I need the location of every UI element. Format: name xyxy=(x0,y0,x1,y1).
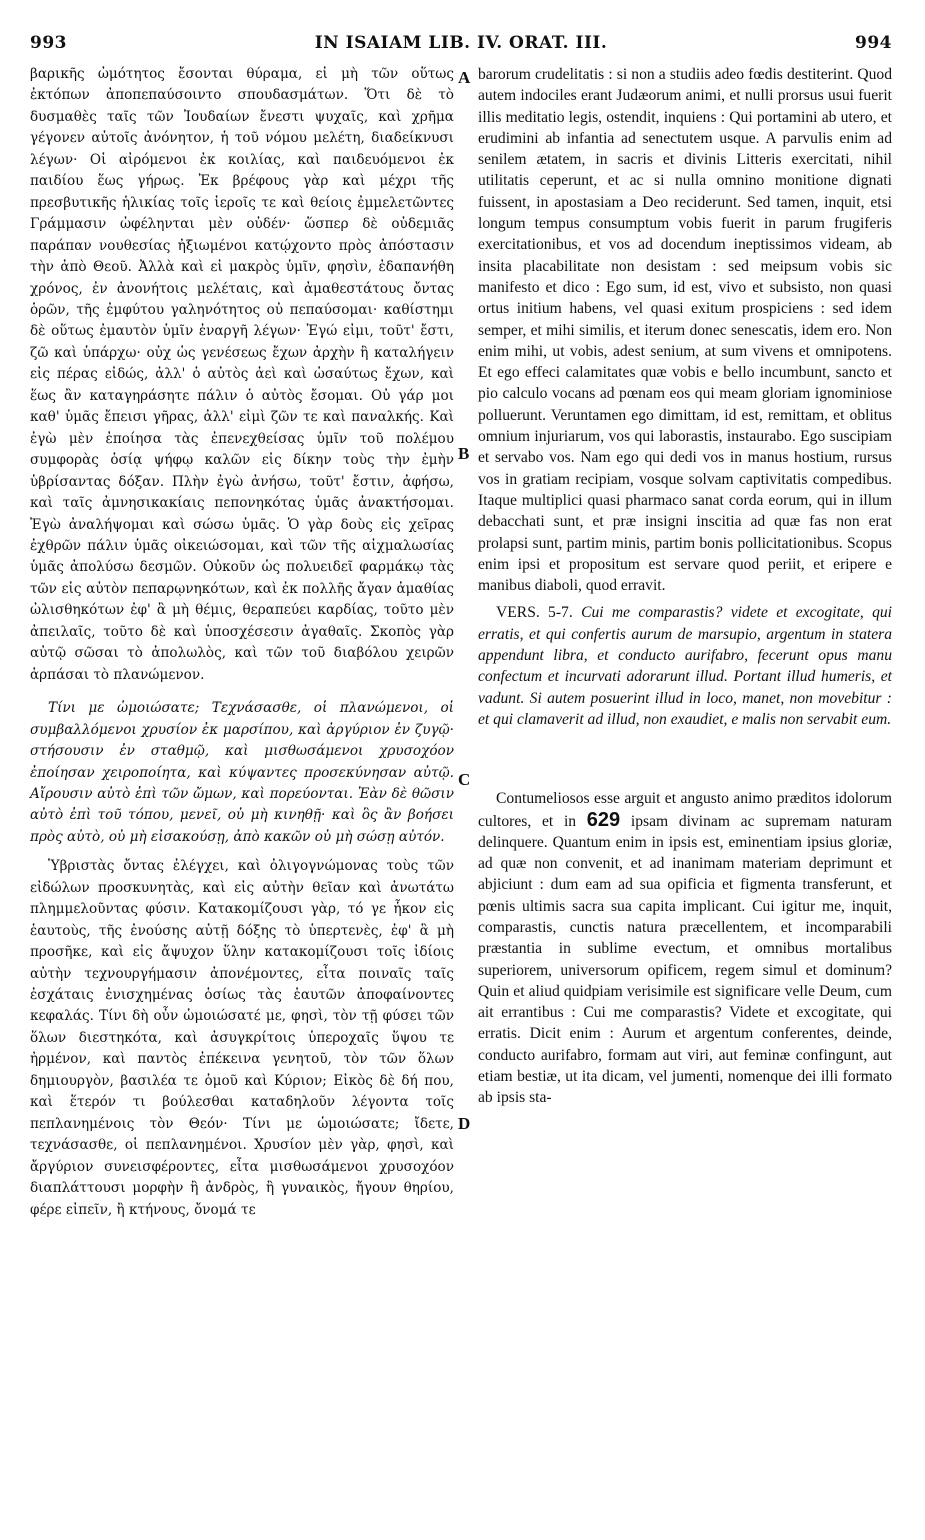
latin-lemma xyxy=(478,602,892,730)
latin-lemma-text: Cui me comparastis? videte et excogitate, qui erratis, et qui confertis aurum de marsupio, argentum in statera appendunt libra, et conducto aurifabro, fecerunt opus manu confectum et incurvati adorarunt illud. Portant illud humeris, et vadunt. Si autem posuerint illud in loco, manet, non movebitur : et qui clamaverit ad illud, non exaudiet, e malis non servabit eum. xyxy=(478,604,892,728)
latin-paragraph-2 xyxy=(478,788,892,1108)
latin-paragraph-1: barorum crudelitatis : si non a studiis adeo fœdis destiterint. Quod autem indociles erant Judæorum animi, et nulli prorsus usui fuerit illis meditatio legis, ostendit, inquiens : Qui portamini ab utero, et erudimini ab infantia ad senectutem usque. A parvulis enim ad senilem ætatem, in sacris et divinis Litteris exercitati, nihil utilitatis ceperunt, et ac si nulla omnino monitione dignati fuissent, in apostasiam a Deo reciderunt. Sed tamen, inquit, etsi longum tempus consumptum vobis fuerit in parum frugiferis exercitationibus, et vos ad docendum ineptissimos videam, ab insita placabilitate non desistam : sed meipsum vobis sic manifesto et dico : Ego sum, id est, vivo et subsisto, non quasi ortus initium habens, vel quasi exitum prospiciens : sed idem semper, et mihi similis, et iterum donec senescatis, idem ero. Non enim mihi, ut vobis, adest senium, at sum vivens et omnipotens. Et ego effeci calamitates quæ vobis e bello incumbunt, sancto et pio calculo vocans ad pœnam eos qui meam gloriam ignominiose polluerunt. Veruntamen ego dimittam, id est, remittam, et oblitus omnium injuriarum, vos qui laborastis, instaurabo. Ego suscipiam et servabo vos. Nam ego qui dedi vos in manus hostium, rursus vos in gratiam recipiam, vosque solvam captivitatis compedibus. Itaque multiplici quasi pharmaco sanat corda eorum, qui in illum debacchati sunt, et præ insigni inscitia ad quæ fas non erat prolapsi sunt, partim minis, partim bonis pollicitationibus. Scopus enim ipsi et propositum est servare quod periit, et eripere e manibus diaboli, quod erravit. xyxy=(478,66,892,595)
greek-lemma: Τίνι με ὡμοιώσατε; Τεχνάσασθε, οἱ πλανώμενοι, οἱ συμβαλλόμενοι χρυσίον ἐκ μαρσίπου, καὶ ἀργύριον ἐν ζυγῷ· στήσουσιν ἐν σταθμῷ, καὶ μισθωσάμενοι χρυσοχόον ἐποίησαν χειροποίητα, καὶ κύψαντες προσεκύνησαν αὐτῷ. Αἴρουσιν αὐτὸ ἐπὶ τῶν ὤμων, καὶ πορεύονται. Ἐὰν δὲ θῶσιν αὐτὸ ἐπὶ τοῦ τόπου, μενεῖ, οὐ μὴ κινηθῇ· καὶ ὃς ἂν βοήσει πρὸς αὐτὸ, οὐ μὴ εἰσακούσῃ, ἀπὸ κακῶν οὐ μὴ σώσῃ αὐτόν. xyxy=(30,700,454,845)
greek-column xyxy=(30,64,454,1221)
running-title: IN ISAIAM LIB. IV. ORAT. III. xyxy=(314,33,608,53)
section-marker-d: D xyxy=(458,1114,471,1133)
latin-paragraph-2-start: Contumeliosos esse arguit et angusto animo præditos idolorum cultores, et in xyxy=(478,790,892,830)
page-number-right: 994 xyxy=(855,33,892,53)
section-marker-c: C xyxy=(458,770,471,789)
latin-column xyxy=(478,64,892,1109)
latin-paragraph-2-end: ipsam divinam ac supremam naturam delinquere. Quantum enim in ipsis est, eminentiam ipsius gloriæ, ad quæ non convenit, et ad inanimam materiam deprimunt et abjiciunt : dum eam ad sua opificia et figmenta transferunt, et pœnis ultimis sacra sua capita implicant. Cui igitur me, inquit, comparastis, cunctis natura præcellentem, et incomparabili præstantia in sublime evectum, et omnibus mortalibus superiorem, universorum opificem, regem simul et dominum? Quin et aliud quidpiam verisimile est significare velle Deum, cum ait errantibus : Cui me comparastis? Videte et excogitate, qui erratis. Dicit enim : Aurum et argentum conferentes, deinde, conducto aurifabro, formam aut viri, aut feminæ confingunt, aut etiam bestiæ, ut ita dicam, vel jumenti, nomenque dei illi formato ab ipsis sta- xyxy=(478,812,892,1107)
page-header xyxy=(30,33,892,61)
greek-paragraph-2: Ὑβριστὰς ὄντας ἐλέγχει, καὶ ὀλιγογνώμονας τοὺς τῶν εἰδώλων προσκυνητὰς, καὶ εἰς αὐτὴν θεῖαν καὶ ἀνωτάτω πλημμελοῦντας φύσιν. Κατακομίζουσι γὰρ, τό γε ἧκον εἰς ἑαυτοὺς, τῆς ἐνούσης αὐτῇ δόξης τὸ ὑπερτενὲς, ἐφ' ἃ μὴ προσῆκε, καὶ εἰς ἄψυχον ὕλην κατακομίζουσι τοῖς ἰδίοις αὐτὴν τεχνουργήμασιν ἀπονέμοντες, εἶτα ποιναῖς ταῖς ἐσχάταις ἐνισχημένας ὁσίως τὰς ἑαυτῶν ἀποφαίνοντες κεφαλάς. Τίνι δὴ οὖν ὡμοιώσατέ με, φησὶ, τὸν τῇ φύσει τῶν ὅλων διεστηκότα, καὶ ἀσυγκρίτοις ὑπεροχαῖς ὕψου τε ἠρμένον, καὶ παντὸς ἐπέκεινα γενητοῦ, τὸν τῶν ὅλων δημιουργὸν, βασιλέα τε ὁμοῦ καὶ Κύριον; Εἰκὸς δὲ δή που, καὶ ἕτερόν τι βούλεσθαι καταδηλοῦν λέγοντα τοῖς πεπλανημένοις τὸν Θεόν· Τίνι με ὡμοιώσατε; ἴδετε, τεχνάσασθε, οἱ πεπλανημένοι. Χρυσίον μὲν γὰρ, φησὶ, καὶ ἄργύριον συνεισφέροντες, εἶτα μισθωσάμενοι χρυσοχόον διαπλάττουσι μορφὴν ἢ ἀνδρὸς, ἢ γυναικὸς, ἤγουν θηρίου, φέρε εἰπεῖν, ἢ κτήνους, ὄνομά τε xyxy=(30,858,454,1218)
section-marker-a: A xyxy=(458,68,471,87)
greek-paragraph-1: βαρικῆς ὠμότητος ἔσονται θύραμα, εἰ μὴ τῶν οὕτως ἐκτόπων ἀποπεπαύσοιντο σπουδασμάτων. Ὅτι δὲ τὸ δυσμαθὲς ταῖς τῶν Ἰουδαίων ἔνεστι ψυχαῖς, καὶ χρῆμα γέγονεν αὐτοῖς ἀνόνητον, ἡ τοῦ νόμου μελέτη, διαδείκνυσι λέγων· Οἱ αἰρόμενοι ἐκ κοιλίας, καὶ παιδευόμενοι ἐκ παιδίου ἕως γήρως. Ἐκ βρέφους γὰρ καὶ μέχρι τῆς πρεσβυτικῆς ἡλικίας τοῖς ἱεροῖς τε καὶ θείοις ἐμμελετῶντες Γράμμασιν ὠφέληνται μὲν οὐδέν· ὥσπερ δὲ οὐδεμιᾶς παράπαν νουθεσίας ἠξιωμένοι κατῴχοντο πρὸς ἀπόστασιν τὴν ἀπὸ Θεοῦ. Ἀλλὰ καὶ εἰ μακρὸς ὑμῖν, φησὶν, ἐδαπανήθη χρόνος, ἐν ἀνονήτοις μελέταις, καὶ ἀμαθεστάτους ὄντας ὁρῶν, τῆς ἐμφύτου γαληνότητος οὐ πεπαύσομαι· καθίστημι δὲ οὕτως ἐμαυτὸν ὑμῖν ἐναργῆ λέγων· Ἐγώ εἰμι, τοῦτ' ἔστι, ζῶ καὶ ὑπάρχω· οὐχ ὡς γενέσεως ἔχων ἀρχὴν ἢ καταλήγειν εἰς πέρας εἰδώς, ἀλλ' ὁ αὐτὸς ἀεὶ καὶ ὡσαύτως ἔχων, καὶ ἕως ἂν καταγηράσητε πάλιν ὁ αὐτὸς ἔσομαι. Οὐ γάρ μοι καθ' ὑμᾶς ἔπεισι γῆρας, ἀλλ' εἰμὶ ζῶν τε καὶ παναλκής. Καὶ ἐγὼ μὲν ἐποίησα τὰς ἐπενεχθείσας ὑμῖν τοῦ πολέμου συμφορὰς ὁσίᾳ ψήφῳ καλῶν εἰς δίκην τοὺς τὴν ἐμὴν ὑβρίσαντας δόξαν. Πλὴν ἐγὼ ἀνήσω, τοῦτ' ἔστιν, ἀφήσω, καὶ ταῖς ἀμνησικακίαις πεπονηκότας ὑμᾶς ἀνακτήσομαι. Ἐγὼ ἀναλήψομαι καὶ σώσω ὑμᾶς. Ὁ γὰρ δοὺς εἰς χεῖρας ἐχθρῶν πάλιν ὑμᾶς οἰκειώσομαι, καὶ τῶν τῆς αἰχμαλωσίας ὑμᾶς ἀπολύσω δεσμῶν. Οὐκοῦν ὡς πολυειδεῖ φαρμάκῳ τὰς τῶν εἰς αὐτὸν πεπαρῳνηκότων, καὶ ἐκ πολλῆς ἄγαν ἀμαθίας ὠλισθηκότων ἐφ' ἃ μὴ θέμις, θεραπεύει καρδίας, τοῦτο μὲν ἀπειλαῖς, τοῦτο δὲ καὶ ὑποσχέσεσιν ἀγαθαῖς. Σκοπὸς γὰρ αὐτῷ σῶσαι τὸ ἀπολωλὸς, καὶ τῶν τοῦ διαβόλου χειρῶν ἁρπάσαι τὸ πλανώμενον. xyxy=(30,66,454,683)
section-marker-b: B xyxy=(458,444,470,463)
page-number-left: 993 xyxy=(30,33,67,53)
column-number: 629 xyxy=(586,808,621,831)
verse-label: VERS. 5-7. xyxy=(496,604,573,622)
